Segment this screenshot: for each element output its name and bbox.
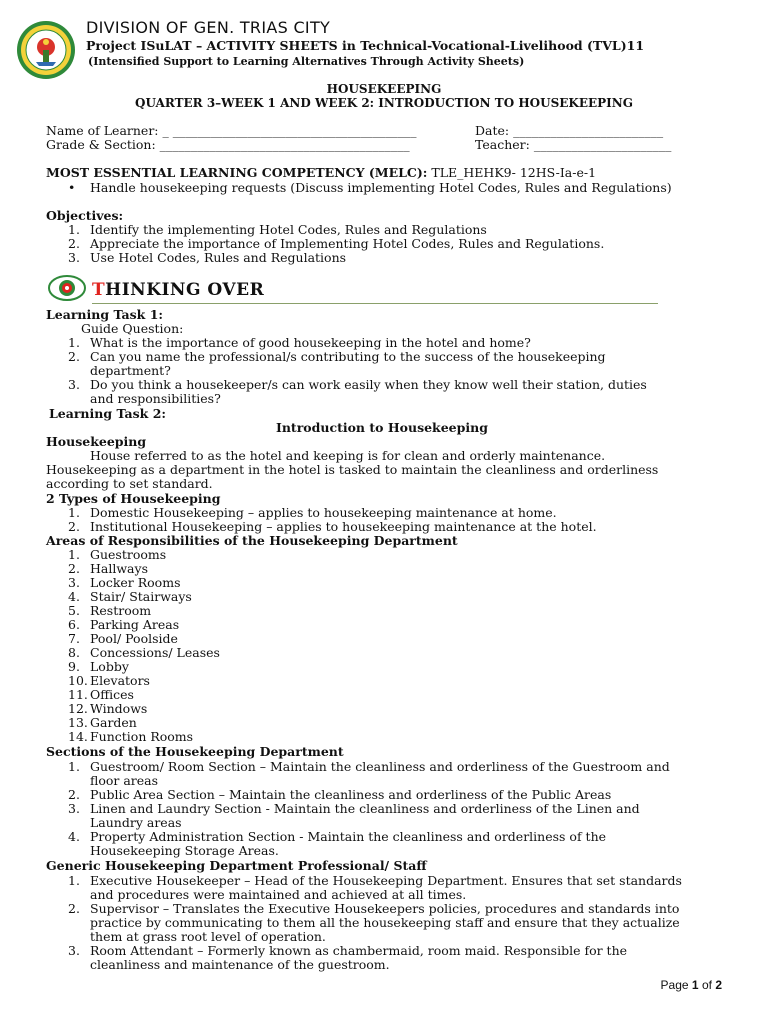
paragraph-line: House referred to as the hotel and keeping is for clean and orderly maintenance.	[90, 448, 606, 463]
melc-bullet: • Handle housekeeping requests (Discuss implementing Hotel Codes, Rules and Regulations)	[68, 180, 672, 195]
list-item: 3. Room Attendant – Formerly known as chambermaid, room maid. Responsible for the	[68, 943, 628, 958]
task2-label: Learning Task 2:	[49, 406, 167, 421]
list-item-continued: Laundry areas	[90, 815, 182, 830]
teacher-field: Teacher: ______________________	[475, 137, 672, 152]
list-item: 3. Use Hotel Codes, Rules and Regulations	[68, 250, 347, 265]
date-field: Date: ________________________	[475, 123, 664, 138]
grade-section-field: Grade & Section: ________________________________________	[46, 137, 410, 152]
staff-heading: Generic Housekeeping Department Professional/ Staff	[46, 858, 427, 873]
page-number: Page 1 of 2	[660, 978, 722, 992]
list-item: 2. Hallways	[68, 561, 148, 576]
learner-name-field: Name of Learner: _ _______________________________________	[46, 123, 417, 138]
list-item: 1. Guestrooms	[68, 547, 167, 562]
list-item: 12. Windows	[68, 701, 148, 716]
list-item: 3. Do you think a housekeeper/s can work easily when they know well their station, duties	[68, 377, 647, 392]
list-item-continued: practice by communicating to them all the housekeeping staff and ensure that they actualize	[90, 915, 680, 930]
list-item-continued: and procedures were maintained and achieved at all times.	[90, 887, 467, 902]
intro-heading: Introduction to Housekeeping	[276, 420, 488, 435]
list-item: 2. Appreciate the importance of Implementing Hotel Codes, Rules and Regulations.	[68, 236, 605, 251]
section-heading: THINKING OVER	[92, 280, 265, 300]
subject-title: HOUSEKEEPING	[326, 82, 442, 96]
list-item-continued: Housekeeping Storage Areas.	[90, 843, 279, 858]
list-item: 1. Identify the implementing Hotel Codes, Rules and Regulations	[68, 222, 487, 237]
melc-line	[46, 166, 596, 180]
list-item-continued: and responsibilities?	[90, 391, 221, 406]
list-item: 1. Guestroom/ Room Section – Maintain the cleanliness and orderliness of the Guestroom and	[68, 759, 670, 774]
list-item: 1. Domestic Housekeeping – applies to housekeeping maintenance at home.	[68, 505, 557, 520]
list-item: 4. Stair/ Stairways	[68, 589, 192, 604]
project-subtitle: (Intensified Support to Learning Alternatives Through Activity Sheets)	[88, 55, 525, 68]
melc-code: TLE_HEHK9- 12HS-Ia-e-1	[427, 165, 597, 180]
types-heading: 2 Types of Housekeeping	[46, 491, 221, 506]
list-item-continued: cleanliness and maintenance of the guestroom.	[90, 957, 390, 972]
list-item: 3. Locker Rooms	[68, 575, 181, 590]
list-item: 5. Restroom	[68, 603, 152, 618]
areas-heading: Areas of Responsibilities of the Housekeeping Department	[46, 533, 458, 548]
division-seal-logo	[16, 20, 76, 80]
list-item: 9. Lobby	[68, 659, 129, 674]
list-item-continued: department?	[90, 363, 171, 378]
list-item-continued: floor areas	[90, 773, 159, 788]
list-item: 1. Executive Housekeeper – Head of the Housekeeping Department. Ensures that set standards	[68, 873, 682, 888]
target-icon	[48, 275, 86, 301]
list-item: 7. Pool/ Poolside	[68, 631, 178, 646]
list-item: 10. Elevators	[68, 673, 150, 688]
sections-heading: Sections of the Housekeeping Department	[46, 744, 344, 759]
list-item: 2. Institutional Housekeeping – applies to housekeeping maintenance at the hotel.	[68, 519, 597, 534]
division-name: DIVISION OF GEN. TRIAS CITY	[86, 18, 331, 37]
list-item: 2. Can you name the professional/s contributing to the success of the housekeeping	[68, 349, 606, 364]
paragraph-line: according to set standard.	[46, 476, 213, 491]
melc-label: MOST ESSENTIAL LEARNING COMPETENCY (MELC):	[46, 165, 428, 180]
list-item: 2. Public Area Section – Maintain the cleanliness and orderliness of the Public Areas	[68, 787, 612, 802]
list-item: 14. Function Rooms	[68, 729, 194, 744]
bullet-icon: •	[68, 180, 76, 195]
paragraph-line: Housekeeping as a department in the hotel is tasked to maintain the cleanliness and orderliness	[46, 462, 659, 477]
list-item: 4. Property Administration Section - Maintain the cleanliness and orderliness of the	[68, 829, 607, 844]
list-item: 1. What is the importance of good housekeeping in the hotel and home?	[68, 335, 531, 350]
list-item: 11. Offices	[68, 687, 134, 702]
project-title: Project ISuLAT – ACTIVITY SHEETS in Technical-Vocational-Livelihood (TVL)11	[86, 38, 645, 53]
list-item: 13. Garden	[68, 715, 137, 730]
guide-question-label: Guide Question:	[81, 321, 184, 336]
list-item: 6. Parking Areas	[68, 617, 180, 632]
objectives-label: Objectives:	[46, 208, 124, 223]
list-item: 8. Concessions/ Leases	[68, 645, 220, 660]
quarter-title: QUARTER 3–WEEK 1 AND WEEK 2: INTRODUCTION TO HOUSEKEEPING	[134, 96, 633, 110]
list-item-continued: them at grass root level of operation.	[90, 929, 326, 944]
housekeeping-label: Housekeeping	[46, 434, 147, 449]
list-item: 2. Supervisor – Translates the Executive Housekeepers policies, procedures and standards into	[68, 901, 680, 916]
task1-label: Learning Task 1:	[46, 307, 164, 322]
list-item: 3. Linen and Laundry Section - Maintain the cleanliness and orderliness of the Linen and	[68, 801, 640, 816]
section-divider	[92, 303, 658, 304]
